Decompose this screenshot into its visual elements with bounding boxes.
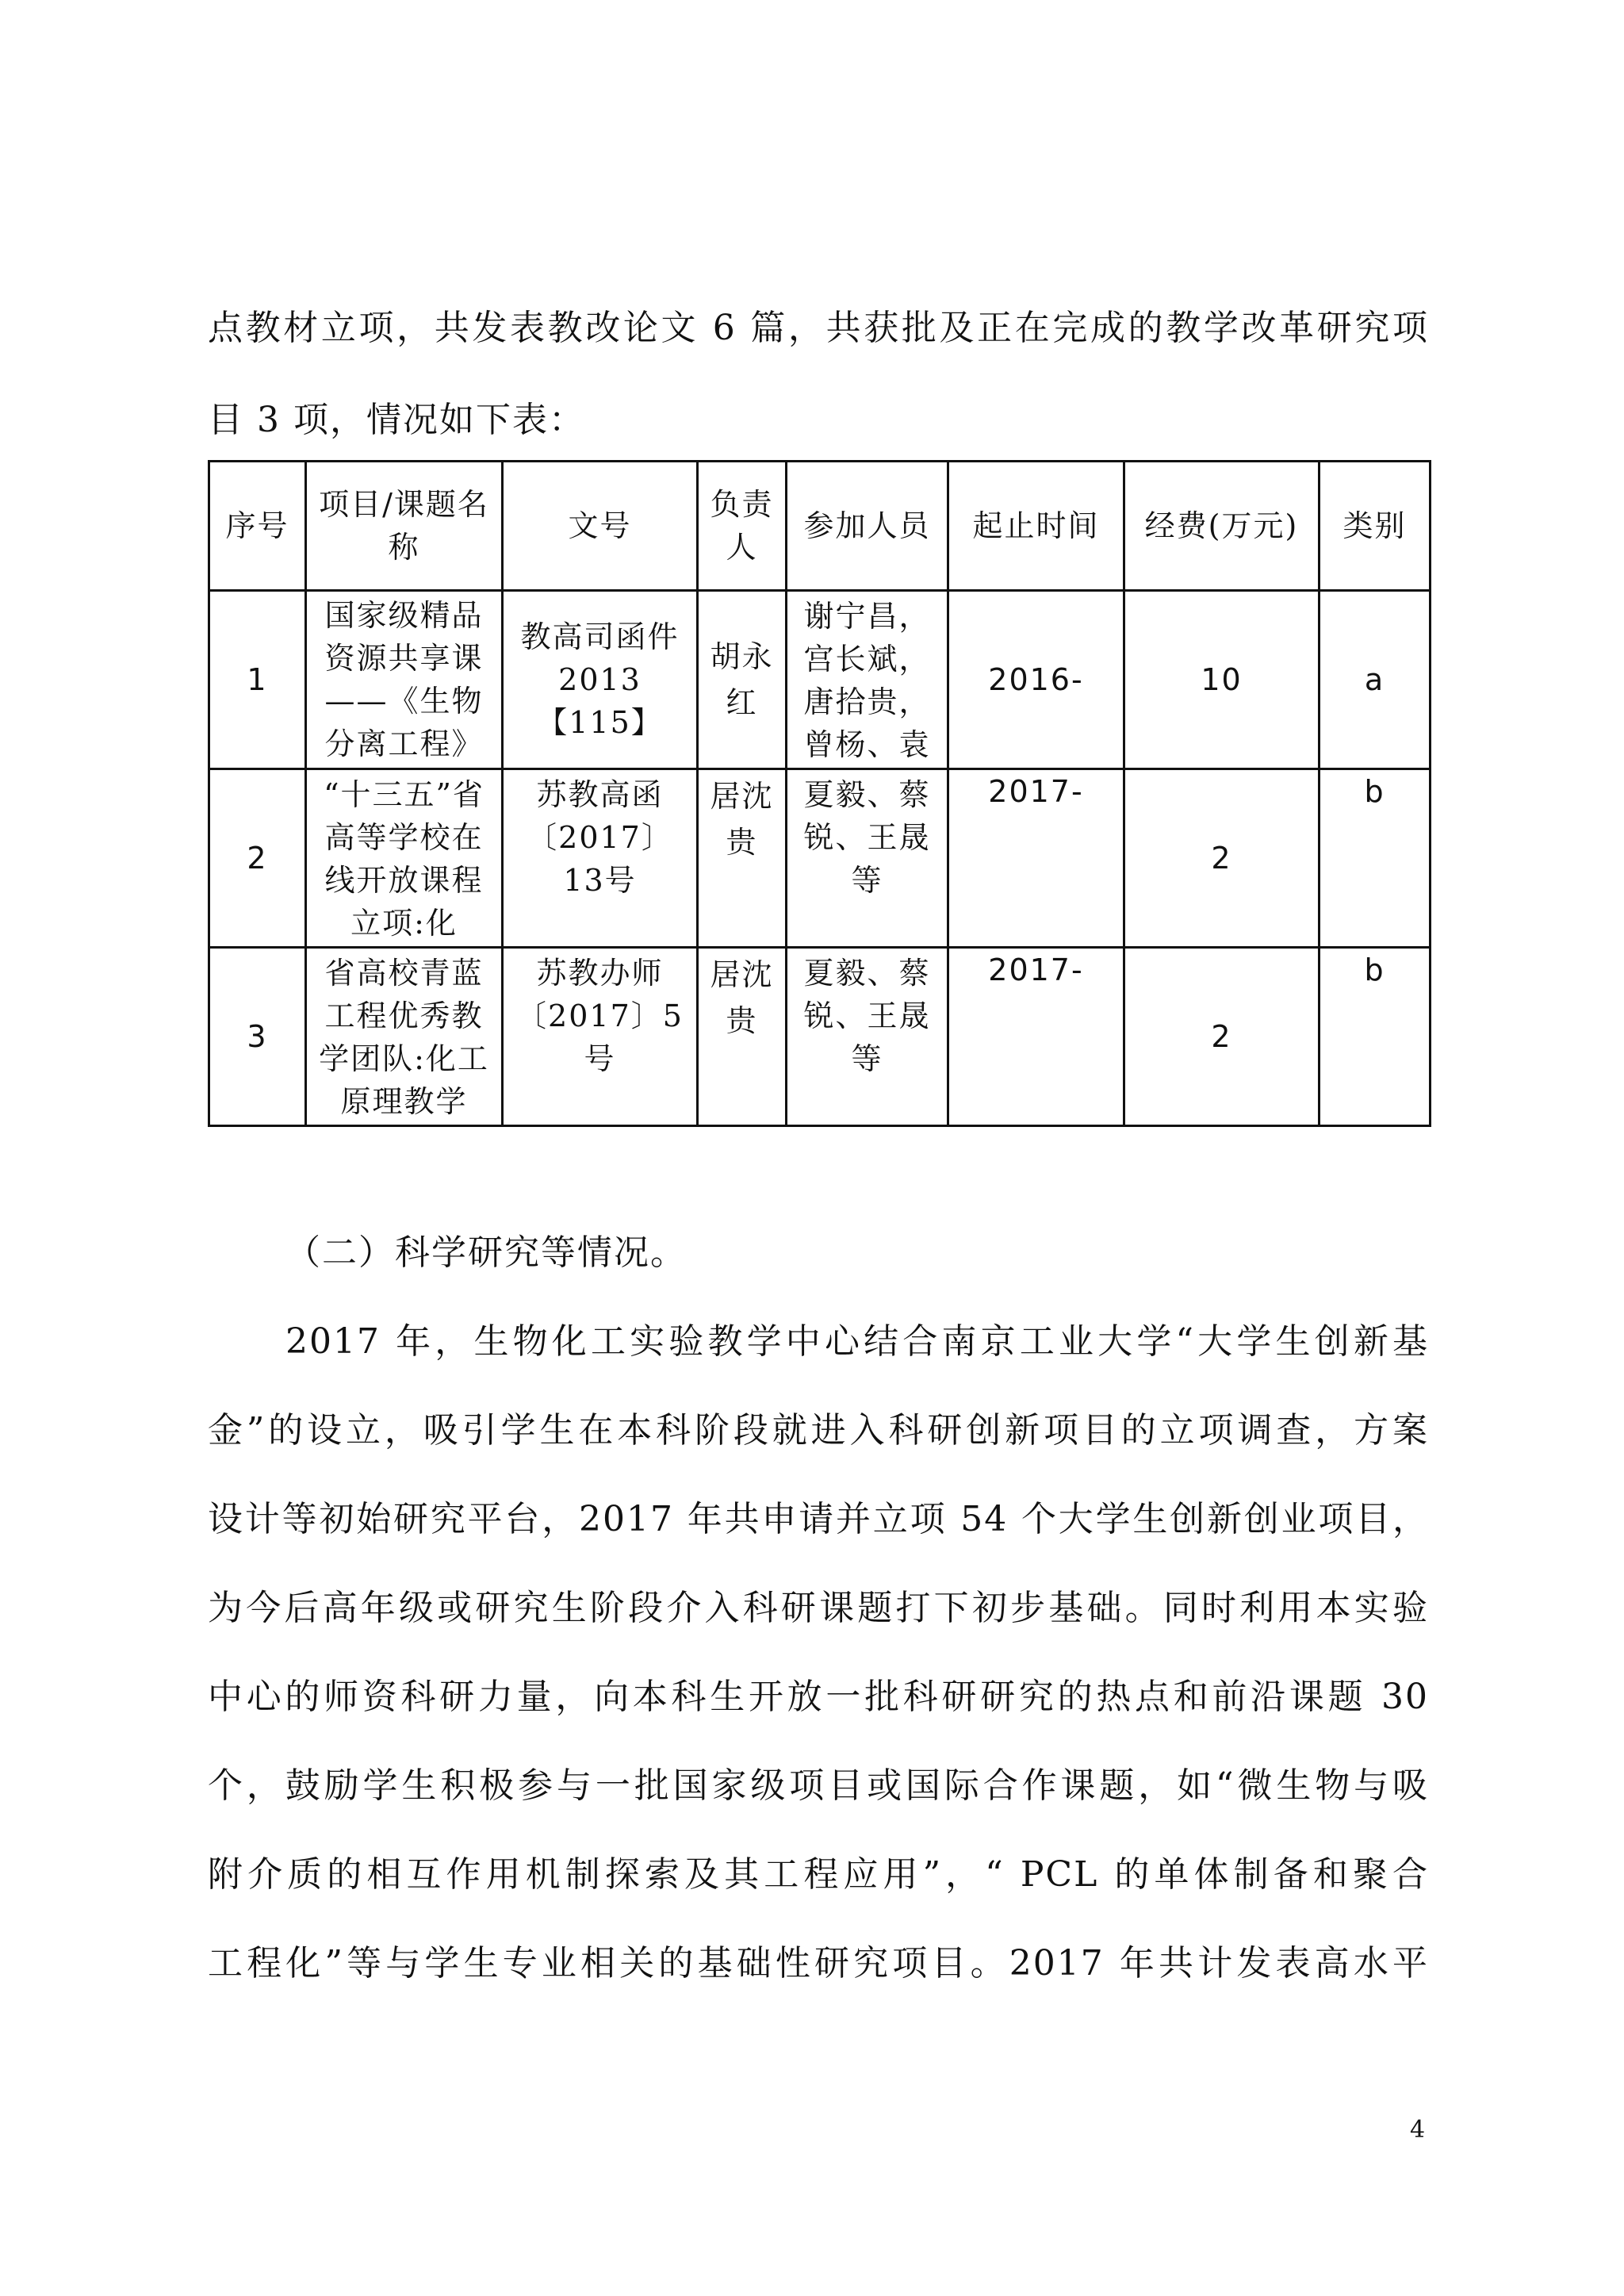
- row-3-leader-text: 居沈贵: [710, 957, 774, 1038]
- table-row: [209, 948, 1431, 1126]
- table-row: [209, 769, 1431, 948]
- row-2-members-text: 夏毅、蔡锐、王晟等: [803, 777, 931, 898]
- body-line-4: 为今后高年级或研究生阶段介入科研课题打下初步基础。同时利用本实验: [208, 1588, 1429, 1628]
- row-1-leader: [698, 591, 787, 769]
- section-heading: （二）科学研究等情况。: [285, 1232, 687, 1273]
- body-line-7: 附介质的相互作用机制探索及其工程应用”，“ PCL 的单体制备和聚合: [208, 1854, 1429, 1895]
- row-1-category: a: [1320, 591, 1431, 769]
- body-line-2: 金”的设立，吸引学生在本科阶段就进入科研创新项目的立项调查，方案: [208, 1410, 1429, 1451]
- row-1-name-text: 国家级精品资源共享课——《生物分离工程》: [324, 598, 484, 761]
- table-header-row: [209, 462, 1431, 591]
- row-3-funding: 2: [1124, 948, 1320, 1126]
- row-3-members: [787, 948, 948, 1126]
- row-1-members-text: 谢宁昌，宫长斌，唐拾贵，曾杨、袁: [803, 599, 931, 762]
- header-funding: 经费(万元): [1124, 462, 1320, 591]
- body-line-6: 个，鼓励学生积极参与一批国家级项目或国际合作课题，如“微生物与吸: [208, 1765, 1429, 1806]
- row-3-period: 2017-: [948, 948, 1124, 1126]
- page-number: 4: [1410, 2116, 1426, 2144]
- row-2-name: [306, 769, 503, 948]
- row-3-doc-text: 苏教办师〔2017〕5号: [516, 956, 684, 1076]
- row-3-name-text: 省高校青蓝工程优秀教学团队:化工原理教学: [319, 956, 489, 1119]
- row-3-members-text: 夏毅、蔡锐、王晟等: [803, 956, 931, 1076]
- header-period: 起止时间: [948, 462, 1124, 591]
- row-2-period: 2017-: [948, 769, 1124, 948]
- row-1-funding: 10: [1124, 591, 1320, 769]
- row-2-doc: [503, 769, 698, 948]
- header-doc: 文号: [503, 462, 698, 591]
- row-1-period: 2016-: [948, 591, 1124, 769]
- row-3-name: [306, 948, 503, 1126]
- row-2-funding: 2: [1124, 769, 1320, 948]
- row-2-name-text: “十三五”省高等学校在线开放课程立项:化: [324, 777, 485, 941]
- row-1-members: [787, 591, 948, 769]
- intro-line-1: 点教材立项，共发表教改论文 6 篇，共获批及正在完成的教学改革研究项: [208, 308, 1429, 348]
- header-name: 项目/课题名称: [306, 462, 503, 591]
- row-1-doc-text: 教高司函件2013【115】: [520, 619, 680, 740]
- row-2-doc-text: 苏教高函〔2017〕13号: [527, 777, 673, 898]
- row-2-leader: [698, 769, 787, 948]
- row-3-no: 3: [209, 948, 306, 1126]
- header-leader: 负责人: [698, 462, 787, 591]
- body-line-1: 2017 年，生物化工实验教学中心结合南京工业大学“大学生创新基: [285, 1321, 1429, 1362]
- header-members: 参加人员: [787, 462, 948, 591]
- header-no: 序号: [209, 462, 306, 591]
- row-1-leader-text: 胡永红: [710, 639, 774, 720]
- header-category: 类别: [1320, 462, 1431, 591]
- row-1-no: 1: [209, 591, 306, 769]
- row-3-doc: [503, 948, 698, 1126]
- intro-line-2: 目 3 项，情况如下表：: [208, 400, 585, 440]
- row-2-no: 2: [209, 769, 306, 948]
- row-2-leader-text: 居沈贵: [710, 779, 774, 860]
- project-table: [208, 460, 1431, 1127]
- row-2-members: [787, 769, 948, 948]
- row-1-doc: [503, 591, 698, 769]
- body-line-5: 中心的师资科研力量，向本科生开放一批科研研究的热点和前沿课题 30: [208, 1677, 1429, 1717]
- row-3-leader: [698, 948, 787, 1126]
- body-line-8: 工程化”等与学生专业相关的基础性研究项目。2017 年共计发表高水平: [208, 1943, 1429, 1984]
- table-row: [209, 591, 1431, 769]
- body-line-3: 设计等初始研究平台，2017 年共申请并立项 54 个大学生创新创业项目，: [208, 1499, 1429, 1539]
- row-3-category: b: [1320, 948, 1431, 1126]
- row-2-category: b: [1320, 769, 1431, 948]
- row-1-name: [306, 591, 503, 769]
